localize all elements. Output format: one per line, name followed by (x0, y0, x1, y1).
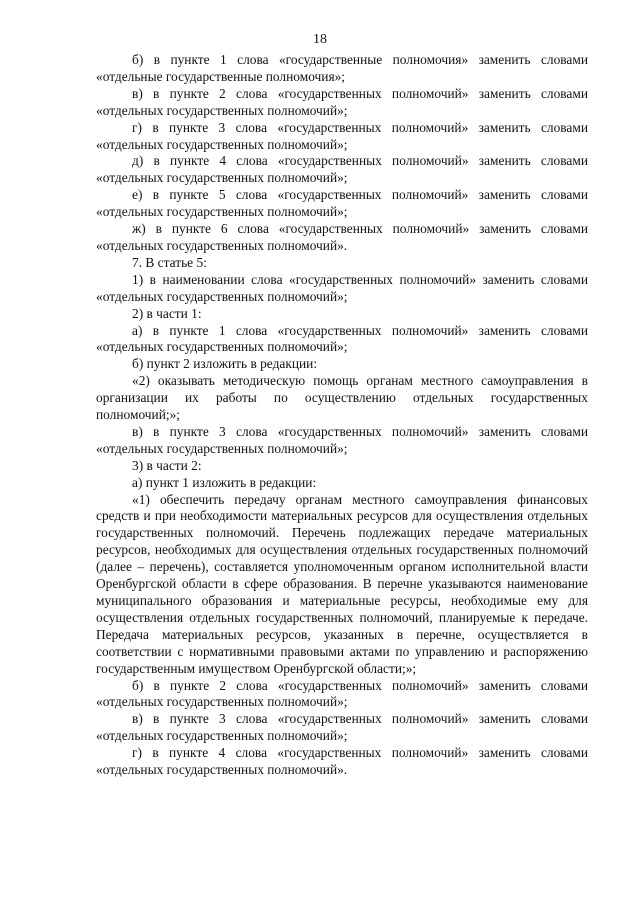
paragraph-part-2-b: б) в пункте 2 слова «государственных полномочий» заменить словами «отдельных государственных полномочий»; (96, 677, 588, 710)
paragraph-part-1-heading: 2) в части 1: (132, 305, 202, 321)
paragraph-article-5-item-1: 1) в наименовании слова «государственных полномочий» заменить словами «отдельных государственных полномочий»; (96, 271, 588, 304)
paragraph-zh-point-6: ж) в пункте 6 слова «государственных полномочий» заменить словами «отдельных государственных полномочий». (96, 221, 588, 253)
document-body (96, 52, 588, 779)
paragraph-g-point-3: г) в пункте 3 слова «государственных полномочий» заменить словами «отдельных государственных полномочий»; (96, 119, 588, 152)
paragraph-d-point-4: д) в пункте 4 слова «государственных полномочий» заменить словами «отдельных государственных полномочий»; (96, 153, 588, 186)
paragraph-part-1-a: а) в пункте 1 слова «государственных полномочий» заменить словами «отдельных государственных полномочий»; (96, 322, 588, 355)
paragraph-part-2-a: а) пункт 1 изложить в редакции: (132, 474, 317, 490)
paragraph-part-1-b: б) пункт 2 изложить в редакции: (132, 356, 318, 372)
paragraph-part-2-a-quote: «1) обеспечить передачу органам местного самоуправления финансовых средств и при необходимости материальных ресурсов для осуществления отдельных государственных полномочий. Перечень подлежащих передаче материальных ресурсов, необходимых для осуществления отдельных государственных полномочий (далее – перечень), составляется уполномоченным органом исполнительной власти Оренбургской области в сфере образования. В перечне указываются наименование муниципального образования и материальные ресурсы, необходимые ему для осуществления отдельных государственных полномочий, планируемые к передаче. Передача материальных ресурсов, указанных в перечне, осуществляется в соответствии с нормативными правовыми актами по управлению и распоряжению государственным имуществом Оренбургской области;»; (96, 491, 588, 676)
page-number: 18 (313, 32, 327, 47)
paragraph-part-1-b-quote: «2) оказывать методическую помощь органам местного самоуправления в организации их работы по осуществлению отдельных государственных полномочий;»; (96, 373, 588, 423)
paragraph-b-point-1: б) в пункте 1 слова «государственные полномочия» заменить словами «отдельные государственные полномочия»; (96, 52, 588, 84)
paragraph-article-5-heading: 7. В статье 5: (132, 254, 207, 270)
paragraph-part-2-g: г) в пункте 4 слова «государственных полномочий» заменить словами «отдельных государственных полномочий». (96, 745, 588, 778)
paragraph-v-point-2: в) в пункте 2 слова «государственных полномочий» заменить словами «отдельных государственных полномочий»; (96, 85, 588, 118)
paragraph-part-2-heading: 3) в части 2: (132, 457, 202, 473)
paragraph-part-2-v: в) в пункте 3 слова «государственных полномочий» заменить словами «отдельных государственных полномочий»; (96, 711, 588, 744)
paragraph-e-point-5: е) в пункте 5 слова «государственных полномочий» заменить словами «отдельных государственных полномочий»; (96, 187, 588, 220)
paragraph-part-1-v: в) в пункте 3 слова «государственных полномочий» заменить словами «отдельных государственных полномочий»; (96, 423, 588, 456)
